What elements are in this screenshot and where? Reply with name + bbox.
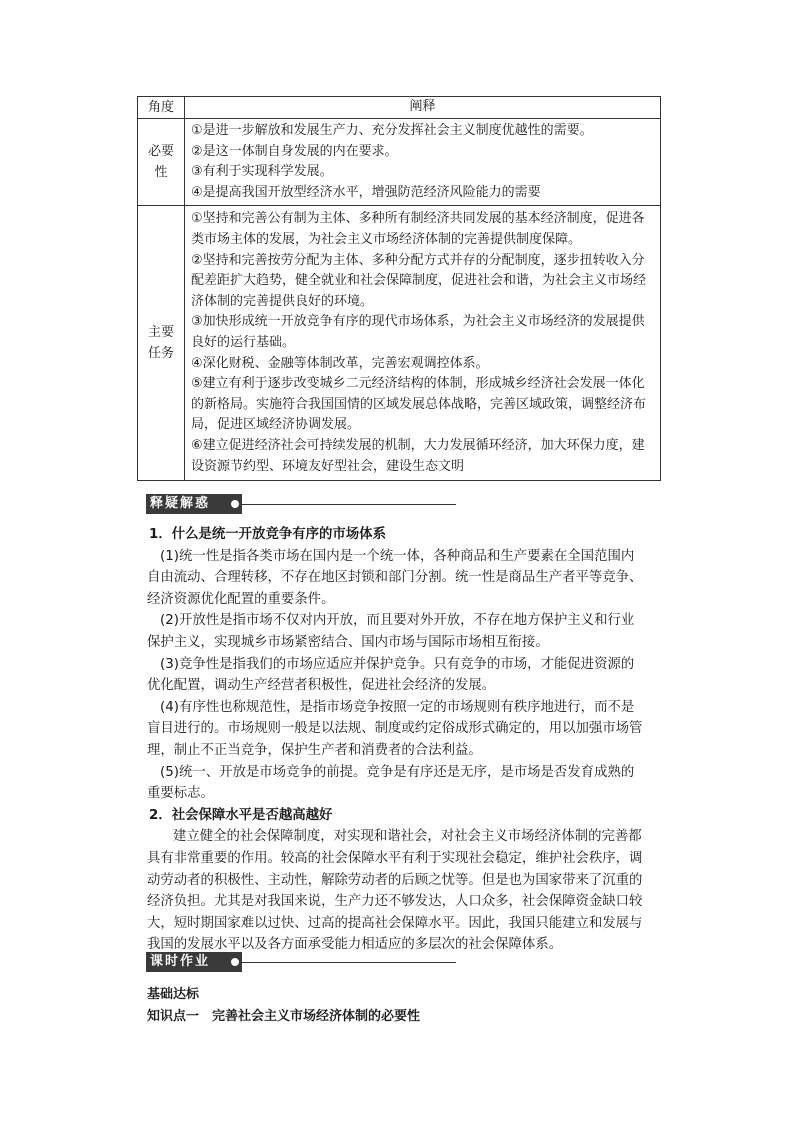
question-2-title: 2．社会保障水平是否越高越好	[149, 807, 333, 823]
table-row-main-tasks	[138, 206, 661, 481]
table-line: ①是进一步解放和发展生产力、充分发挥社会主义制度优越性的需要。	[191, 123, 593, 138]
table-line: ②是这一体制自身发展的内在要求。	[191, 143, 398, 159]
table-row-necessity	[138, 119, 661, 206]
row-angle-main-tasks	[138, 206, 185, 481]
angle-label: 必要性	[147, 144, 174, 181]
explanation-table	[137, 96, 661, 481]
paragraph: (1)统一性是指各类市场在国内是一个统一体，各种商品和生产要素在全国范围内自由流动、合理转移，不存在地区封锁和部门分割。统一性是商品生产者平等竞争、经济资源优化配置的重要条件。	[147, 548, 643, 607]
section-banner-homework	[146, 951, 456, 973]
paragraph: (3)竞争性是指我们的市场应适应并保护竞争。只有竞争的市场，才能促进资源的优化配置，调动生产经营者积极性，促进社会经济的发展。	[147, 656, 635, 694]
section-banner-faq	[146, 493, 456, 515]
question-1-title: 1．什么是统一开放竞争有序的市场体系	[149, 527, 386, 542]
table-header-explanation: 阐释	[185, 97, 661, 119]
homework-content	[147, 984, 647, 1027]
banner-label: 课时作业	[146, 952, 242, 972]
angle-label: 主要任务	[147, 325, 174, 362]
paragraph: (4)有序性也称规范性，是指市场竞争按照一定的市场规则有秩序地进行，而不是盲目进行的。市场规则一般是以法规、制度或约定俗成形式确定的，用以加强市场管理，制止不正当竞争，保护生产者和消费者的合法利益。	[147, 699, 643, 758]
table-line: ③加快形成统一开放竞争有序的现代市场体系，为社会主义市场经济的发展提供良好的运行基础。	[191, 314, 645, 350]
table-line: ④深化财税、金融等体制改革，完善宏观调控体系。	[191, 355, 489, 371]
subheading-knowledge-point: 知识点一 完善社会主义市场经济体制的必要性	[147, 1008, 421, 1024]
table-line: ①坚持和完善公有制为主体、多种所有制经济共同发展的基本经济制度，促进各类市场主体的发展，为社会主义市场经济体制的完善提供制度保障。	[191, 211, 645, 247]
row-content-necessity	[185, 119, 661, 206]
paragraph: 建立健全的社会保障制度，对实现和谐社会，对社会主义市场经济体制的完善都具有非常重要的作用。较高的社会保障水平有利于实现社会稳定，维护社会秩序，调动劳动者的积极性、主动性，解除劳动者的后顾之忧等。但是也为国家带来了沉重的经济负担。尤其是对我国来说，生产力还不够发达，人口众多，社会保障资金缺口较大，短时期国家难以过快、过高的提高社会保障水平。因此，我国只能建立和发展与我国的发展水平以及各方面承受能力相适应的多层次的社会保障体系。	[147, 829, 643, 953]
row-content-main-tasks	[185, 206, 661, 481]
paragraph: (2)开放性是指市场不仅对内开放，而且要对外开放，不存在地方保护主义和行业保护主义，实现城乡市场紧密结合、国内市场与国际市场相互衔接。	[147, 613, 635, 650]
banner-rule	[242, 504, 456, 505]
table-header-angle: 角度	[138, 97, 185, 119]
banner-dot-icon	[230, 957, 240, 967]
banner-rule	[242, 962, 456, 963]
faq-content	[147, 524, 647, 956]
subheading-basic: 基础达标	[147, 987, 200, 1002]
table-line: ④是提高我国开放型经济水平，增强防范经济风险能力的需要	[191, 184, 541, 200]
table-header-row	[138, 97, 661, 119]
table-line: ③有利于实现科学发展。	[191, 164, 333, 180]
banner-label: 释疑解惑	[146, 494, 242, 514]
row-angle-necessity	[138, 119, 185, 206]
banner-dot-icon	[230, 499, 240, 509]
table-line: ⑥建立促进经济社会可持续发展的机制，大力发展循环经济，加大环保力度，建设资源节约型、环境友好型社会，建设生态文明	[191, 437, 645, 474]
table-line: ⑤建立有利于逐步改变城乡二元经济结构的体制，形成城乡经济社会发展一体化的新格局。实施符合我国国情的区域发展总体战略，完善区域政策，调整经济布局，促进区域经济协调发展。	[191, 376, 647, 433]
paragraph: (5)统一、开放是市场竞争的前提。竞争是有序还是无序，是市场是否发育成熟的重要标志。	[147, 764, 635, 802]
table-line: ②坚持和完善按劳分配为主体、多种分配方式并存的分配制度，逐步扭转收入分配差距扩大趋势，健全就业和社会保障制度，促进社会和谐，为社会主义市场经济体制的完善提供良好的环境。	[191, 252, 647, 309]
